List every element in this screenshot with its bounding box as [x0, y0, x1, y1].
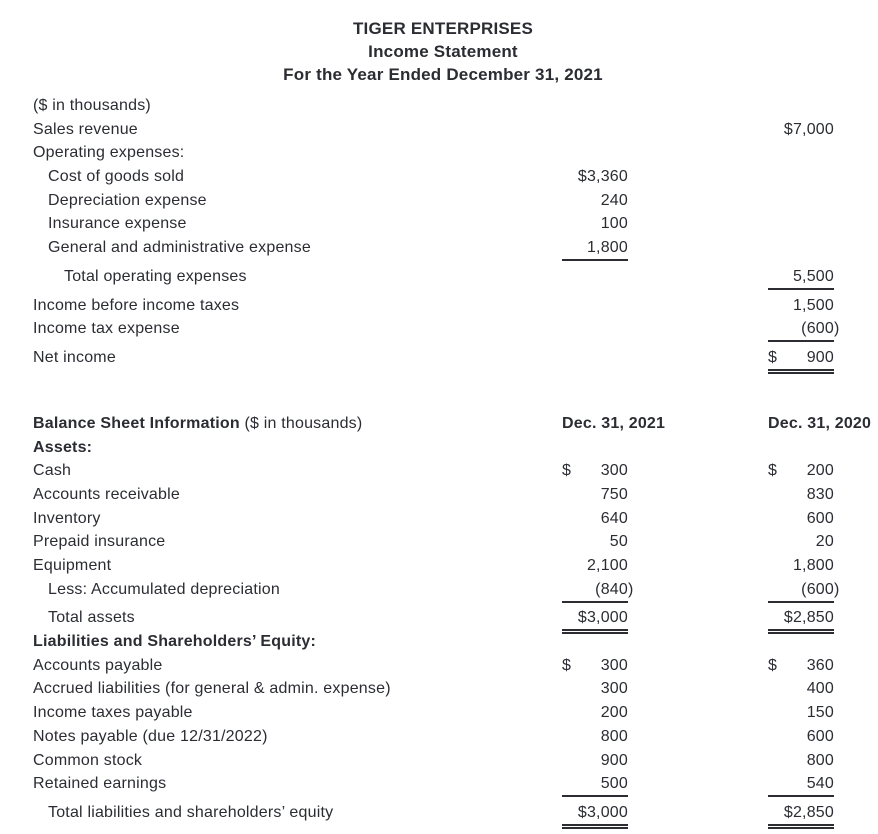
currency-sign: $ [768, 348, 778, 366]
column-header-2021: Dec. 31, 2021 [562, 414, 666, 432]
amount-cell [562, 580, 634, 603]
row-label: Total operating expenses [64, 267, 247, 285]
amount-value: 750 [600, 485, 628, 503]
amount-cell [562, 775, 628, 797]
amount-value: 600 [806, 727, 834, 745]
statement-row [33, 804, 834, 828]
column-header-2020: Dec. 31, 2020 [768, 414, 872, 432]
amount-value: $3,000 [577, 803, 628, 821]
units-note: ($ in thousands) [33, 97, 151, 114]
amount-cell [768, 297, 834, 315]
amount-value: 600 [806, 509, 834, 527]
statement-row [33, 192, 834, 216]
amount-cell [768, 320, 840, 342]
amount-cell [768, 728, 834, 746]
amount-cell [768, 680, 834, 698]
amount-cell [768, 609, 834, 631]
amount-value: 50 [609, 533, 628, 551]
row-label: Income tax expense [33, 320, 180, 338]
row-label: Inventory [33, 509, 101, 527]
amount-cell [562, 168, 628, 186]
row-label: Insurance expense [48, 215, 187, 233]
row-label: Sales revenue [33, 120, 138, 138]
amount-cell [768, 510, 834, 528]
statement-row [33, 239, 834, 263]
amount-value: 100 [600, 215, 628, 233]
amount-value: 1,800 [792, 557, 834, 574]
balance-sheet-section [33, 414, 872, 828]
amount-cell [562, 557, 628, 575]
statement-row [33, 168, 834, 192]
amount-value: 640 [600, 509, 628, 527]
amount-cell [562, 804, 628, 826]
amount-value: 300 [600, 462, 628, 480]
amount-value: 20 [815, 533, 834, 551]
amount-cell [562, 215, 628, 233]
amount-value: (840 ) [595, 580, 634, 598]
amount-cell [562, 704, 628, 722]
row-label: Assets: [33, 438, 93, 456]
statement-row [33, 510, 834, 534]
amount-value: 5,500 [792, 267, 834, 285]
amount-cell [562, 192, 628, 210]
amount-cell [562, 657, 628, 675]
statement-row [33, 439, 834, 463]
row-label: Operating expenses: [33, 144, 185, 162]
row-label: Accounts payable [33, 656, 163, 674]
row-label: Prepaid insurance [33, 533, 166, 551]
statement-row [33, 533, 834, 557]
amount-value: 800 [600, 727, 628, 745]
statement-row [33, 215, 834, 239]
amount-value: 360 [806, 656, 834, 674]
amount-value: 1,500 [792, 296, 834, 314]
row-label: Equipment [33, 557, 112, 574]
currency-sign: $ [562, 462, 572, 480]
statement-row [33, 320, 840, 344]
balance-sheet-header-row [33, 414, 872, 439]
statement-row [33, 657, 834, 681]
amount-value: 300 [600, 656, 628, 674]
document-header [33, 17, 853, 86]
statement-row [33, 680, 834, 704]
currency-sign: $ [768, 656, 778, 674]
amount-cell [768, 775, 834, 797]
amount-value: 150 [806, 704, 834, 722]
statement-row [33, 752, 834, 776]
row-label: Cost of goods sold [48, 168, 185, 186]
amount-value: 900 [806, 348, 834, 366]
row-label: Retained earnings [33, 775, 167, 793]
closing-paren: ) [628, 580, 634, 598]
statement-row [33, 349, 834, 373]
amount-value: 830 [806, 485, 834, 503]
company-name: TIGER ENTERPRISES [352, 19, 534, 38]
amount-value: 800 [806, 751, 834, 769]
amount-value: 540 [806, 775, 834, 793]
amount-cell [768, 349, 834, 371]
income-statement-section [33, 97, 840, 373]
amount-cell [562, 728, 628, 746]
row-label: Liabilities and Shareholders’ Equity: [33, 633, 317, 651]
amount-cell [768, 804, 834, 826]
balance-sheet-title-note: ($ in thousands) [239, 414, 363, 432]
row-label: Income before income taxes [33, 296, 240, 314]
row-label: Total assets [48, 609, 135, 627]
amount-value: $3,360 [577, 168, 628, 186]
statement-row [33, 557, 834, 581]
row-label: Less: Accumulated depreciation [48, 580, 280, 598]
currency-sign: $ [562, 656, 572, 674]
amount-value: 400 [806, 680, 834, 698]
closing-paren: ) [834, 320, 840, 338]
statement-row [33, 486, 834, 510]
balance-sheet-rows [33, 438, 840, 828]
amount-cell [768, 557, 834, 575]
units-note-row [33, 97, 834, 121]
statement-row [33, 775, 834, 799]
amount-cell [768, 486, 834, 504]
row-label: Common stock [33, 751, 143, 769]
amount-value: 900 [600, 751, 628, 769]
currency-sign: $ [768, 462, 778, 480]
row-label: Cash [33, 462, 72, 480]
amount-value: $2,850 [783, 803, 834, 821]
row-label: Notes payable (due 12/31/2022) [33, 727, 268, 745]
amount-cell [562, 609, 628, 631]
statement-row [33, 144, 834, 168]
statement-row [33, 297, 834, 321]
row-label: Depreciation expense [48, 191, 207, 209]
amount-cell [562, 752, 628, 770]
amount-value: $2,850 [783, 609, 834, 627]
amount-value: $3,000 [577, 609, 628, 627]
statement-period: For the Year Ended December 31, 2021 [283, 65, 603, 84]
statement-row [33, 704, 834, 728]
statement-row [33, 268, 834, 292]
amount-cell [768, 752, 834, 770]
statement-title: Income Statement [368, 42, 518, 61]
amount-value: 200 [806, 462, 834, 480]
row-label: Net income [33, 348, 116, 366]
row-label: Total liabilities and shareholders’ equity [48, 803, 334, 821]
balance-sheet-title-bold: Balance Sheet Information [33, 414, 240, 432]
amount-cell [768, 533, 834, 551]
amount-cell [768, 462, 834, 480]
row-label: Accrued liabilities (for general & admin. expense) [33, 680, 391, 698]
closing-paren: ) [834, 580, 840, 598]
statement-row [33, 633, 834, 657]
income-statement-rows [33, 120, 840, 373]
amount-value: 240 [600, 191, 628, 209]
amount-value: 1,800 [586, 239, 628, 257]
amount-cell [562, 239, 628, 261]
amount-cell [768, 580, 840, 603]
amount-value: 2,100 [586, 557, 628, 574]
amount-value: (600 ) [801, 320, 840, 338]
amount-cell [562, 510, 628, 528]
amount-cell [562, 486, 628, 504]
amount-cell [768, 121, 834, 139]
row-label: Income taxes payable [33, 704, 193, 722]
amount-value: 300 [600, 680, 628, 698]
statement-row [33, 462, 834, 486]
amount-value: (600 ) [801, 580, 840, 598]
row-label: General and administrative expense [48, 239, 311, 257]
balance-sheet-title [33, 415, 562, 433]
statement-row [33, 580, 840, 605]
amount-cell [562, 533, 628, 551]
amount-value: $7,000 [783, 120, 834, 138]
amount-cell [768, 657, 834, 675]
statement-row [33, 121, 834, 145]
amount-cell [768, 704, 834, 722]
amount-value: 200 [600, 704, 628, 722]
statement-row [33, 728, 834, 752]
amount-cell [768, 268, 834, 290]
statement-row [33, 609, 834, 633]
row-label: Accounts receivable [33, 485, 180, 503]
amount-cell [562, 462, 628, 480]
amount-cell [562, 680, 628, 698]
amount-value: 500 [600, 775, 628, 793]
